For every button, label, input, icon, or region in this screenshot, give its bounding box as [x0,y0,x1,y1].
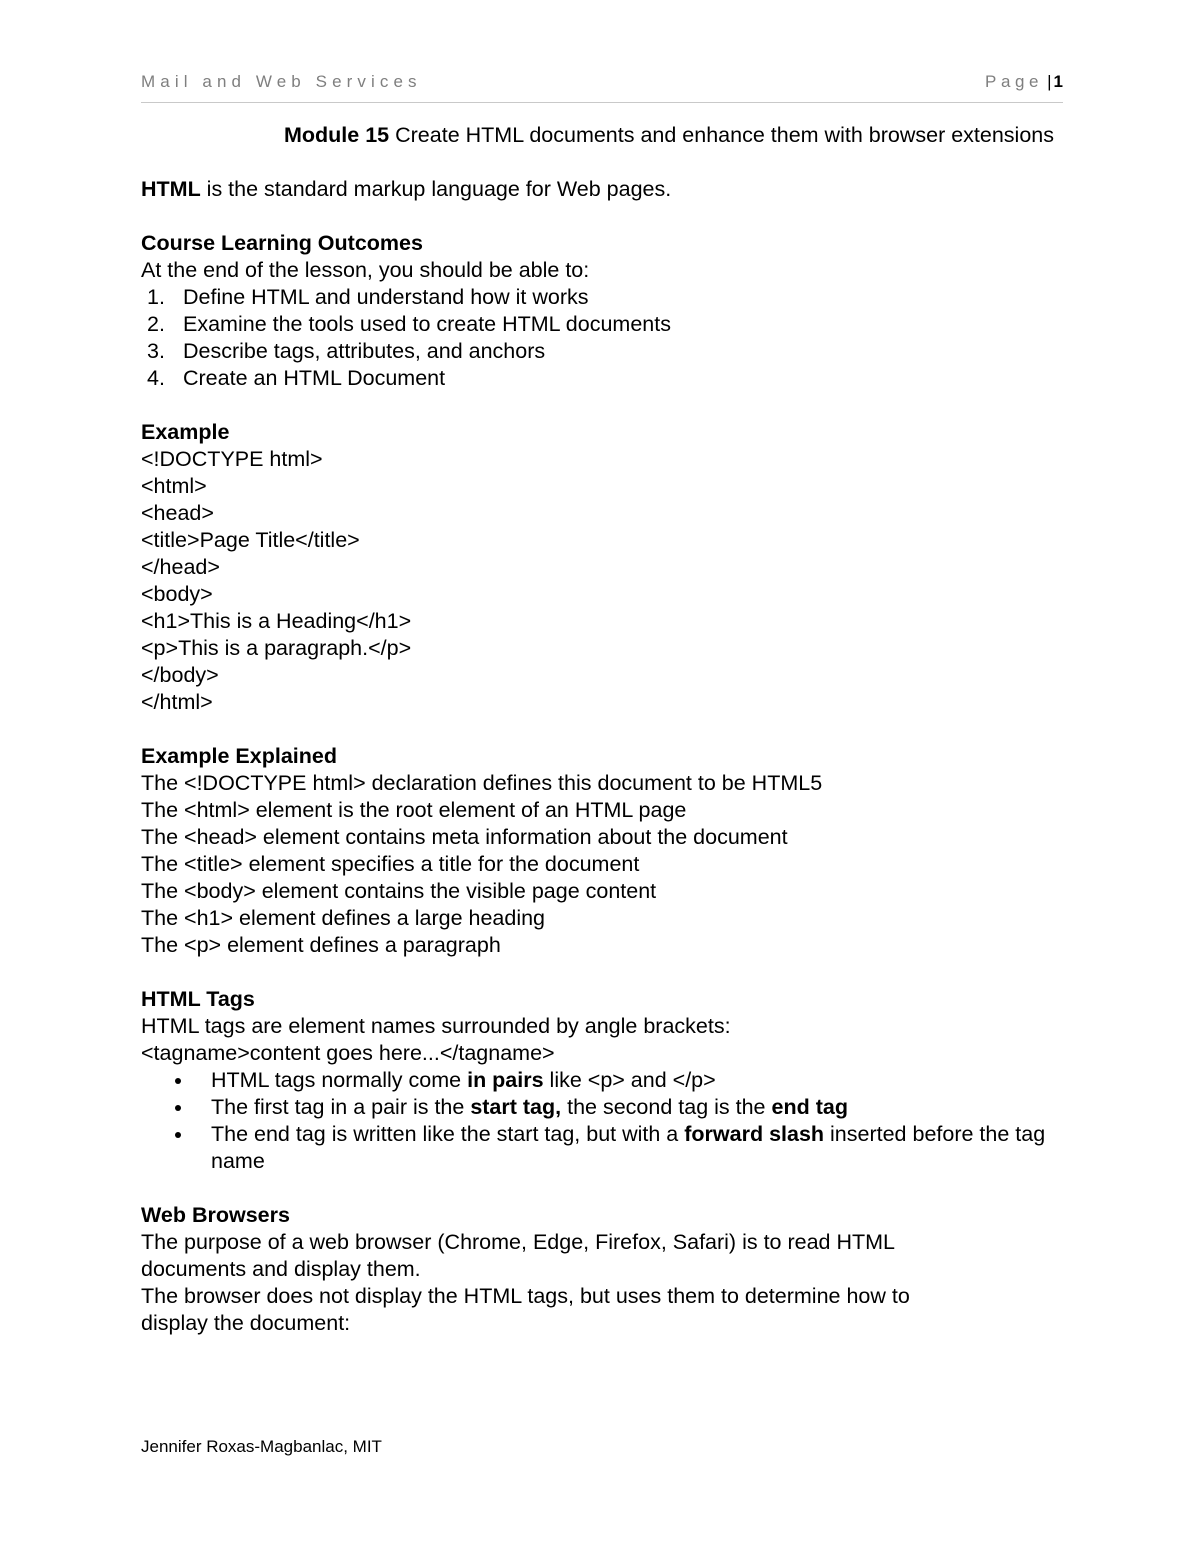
browsers-paragraph-line: The browser does not display the HTML tags, but uses them to determine how to [141,1284,910,1308]
tags-heading [141,986,1141,1013]
explained-heading [141,743,1141,770]
code-line: </head> [141,555,220,579]
bullet-text: HTML tags normally come [211,1068,468,1092]
bullet-text: the second tag is the [561,1095,772,1119]
list-item-number: 4. [147,366,165,390]
list-item-number: 2. [147,312,165,336]
list-item [141,1121,1071,1175]
list-item [141,365,1141,392]
bullet-bold: start tag, [470,1095,562,1119]
intro-paragraph [141,176,1141,203]
explained-line: The <head> element contains meta information about the document [141,825,788,849]
code-line: <html> [141,474,207,498]
outcomes-list [141,284,1141,392]
code-line: <p>This is a paragraph.</p> [141,636,412,660]
code-line: <h1>This is a Heading</h1> [141,609,412,633]
explained-line: The <title> element specifies a title for the document [141,852,640,876]
explained-line: The <p> element defines a paragraph [141,933,501,957]
bullet-bold: in pairs [467,1068,544,1092]
code-line: <title>Page Title</title> [141,528,360,552]
bullet-bold: end tag [771,1095,848,1119]
bullet-text: inserted before the tag name [211,1122,1046,1173]
list-item-text: Create an HTML Document [183,366,446,390]
bullet-icon [175,1132,181,1138]
tags-bullet-list [141,1067,1141,1175]
bullet-icon [175,1078,181,1084]
tags-heading-text: HTML Tags [141,987,255,1011]
tags-syntax: <tagname>content goes here...</tagname> [141,1041,555,1065]
explained-line: The <html> element is the root element of an HTML page [141,798,687,822]
list-item [141,1094,1071,1121]
header-page-indicator [985,72,1063,92]
bullet-text: The first tag in a pair is the [211,1095,471,1119]
list-item-text: Define HTML and understand how it works [183,285,589,309]
code-line: </body> [141,663,219,687]
explained-heading-text: Example Explained [141,744,337,768]
header-page-word: Page [985,72,1044,91]
explained-line: The <h1> element defines a large heading [141,906,546,930]
module-title-rest: Create HTML documents and enhance them with browser extensions [389,123,1054,147]
list-item [141,1067,1071,1094]
intro-rest: is the standard markup language for Web pages. [200,177,672,201]
example-heading [141,419,1141,446]
code-line: <!DOCTYPE html> [141,447,323,471]
header-page-number: 1 [1053,72,1063,91]
page-header [141,70,1063,103]
bullet-text: The end tag is written like the start tag, but with a [211,1122,685,1146]
code-line: <body> [141,582,213,606]
outcomes-lead: At the end of the lesson, you should be able to: [141,258,590,282]
list-item [141,338,1141,365]
explained-line: The <body> element contains the visible page content [141,879,657,903]
outcomes-heading [141,230,1141,257]
list-item [141,311,1141,338]
document-body [141,122,1141,1337]
browsers-paragraph-line: display the document: [141,1311,351,1335]
list-item-text: Examine the tools used to create HTML documents [183,312,671,336]
code-line: </html> [141,690,213,714]
browsers-heading-text: Web Browsers [141,1203,290,1227]
explained-line: The <!DOCTYPE html> declaration defines this document to be HTML5 [141,771,823,795]
outcomes-heading-text: Course Learning Outcomes [141,231,423,255]
list-item-number: 3. [147,339,165,363]
bullet-bold: forward slash [684,1122,825,1146]
example-heading-text: Example [141,420,230,444]
page-footer-author: Jennifer Roxas-Magbanlac, MIT [141,1437,382,1456]
header-course-name: Mail and Web Services [141,72,422,91]
tags-lead: HTML tags are element names surrounded by angle brackets: [141,1014,731,1038]
browsers-paragraph-line: The purpose of a web browser (Chrome, Edge, Firefox, Safari) is to read HTML [141,1230,896,1254]
intro-bold: HTML [141,177,201,201]
list-item-number: 1. [147,285,165,309]
code-line: <head> [141,501,214,525]
browsers-paragraph-line: documents and display them. [141,1257,421,1281]
browsers-heading [141,1202,1141,1229]
bullet-text: like <p> and </p> [543,1068,716,1092]
bullet-icon [175,1105,181,1111]
module-title-bold: Module 15 [284,123,390,147]
list-item-text: Describe tags, attributes, and anchors [183,339,546,363]
header-separator: | [1047,72,1052,91]
list-item [141,284,1141,311]
